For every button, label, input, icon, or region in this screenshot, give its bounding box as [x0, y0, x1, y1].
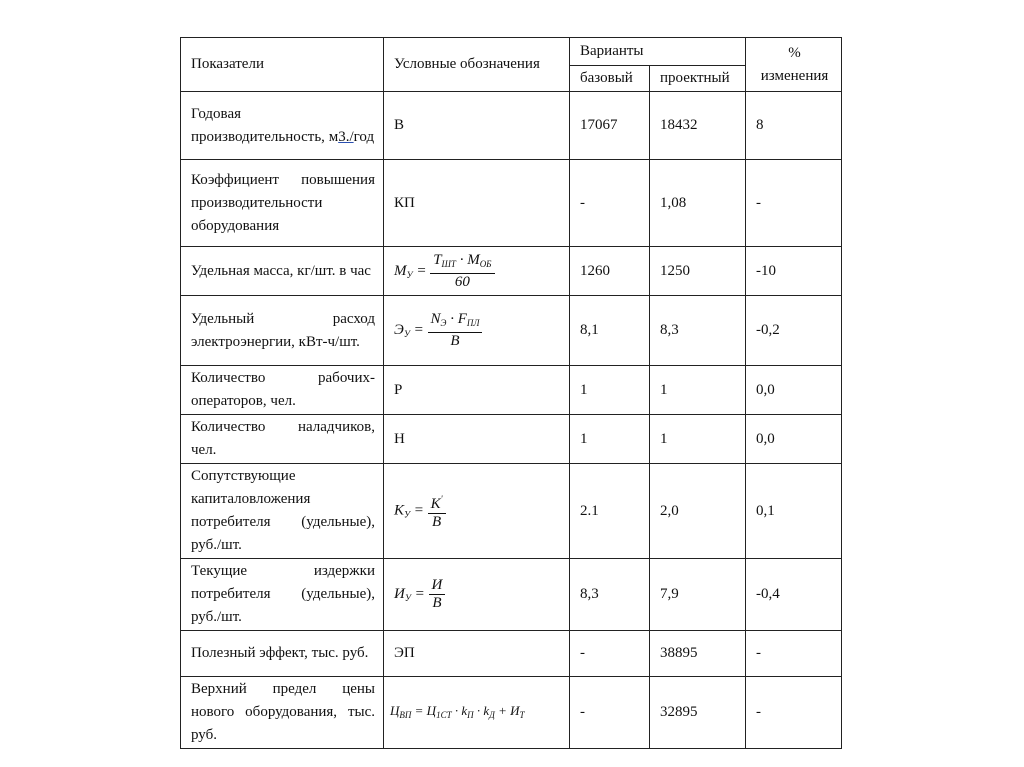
comparison-table — [180, 37, 842, 749]
formula-cell: $М_У$ = $\frac{Т_{ШТ} \cdot М_{ОБ}}{60}$ — [384, 247, 570, 296]
indicator-cell: Верхний предел цены нового оборудования, тыс. руб. — [181, 677, 384, 749]
base-value: 1 — [570, 366, 650, 415]
base-value: 1260 — [570, 247, 650, 296]
indicator-cell: Сопутствующие капиталовложения потребителя (удельные), руб./шт. — [181, 464, 384, 559]
symbol-cell: КП — [384, 160, 570, 247]
formula-cell: $Ц_{ВП} = Ц_{1СТ} \cdot k_П \cdot k_Д + И_Т$ — [384, 677, 570, 749]
change-value: -10 — [746, 247, 842, 296]
project-value: 7,9 — [650, 559, 746, 631]
base-value: - — [570, 677, 650, 749]
indicator-unit: м3./год — [328, 128, 375, 145]
header-indicator: Показатели — [181, 38, 384, 92]
fraction: $\frac{И}{В}$ — [429, 577, 446, 612]
change-value: 8 — [746, 92, 842, 160]
table-row — [181, 559, 842, 631]
indicator-text: Годовая производительность, — [191, 105, 325, 145]
project-value: 1250 — [650, 247, 746, 296]
base-value: 8,3 — [570, 559, 650, 631]
formula-cell: $К_У$ = $\frac{К'}{В}$ — [384, 464, 570, 559]
symbol-cell: ЭП — [384, 631, 570, 677]
symbol-cell: В — [384, 92, 570, 160]
change-value: 0,0 — [746, 415, 842, 464]
table-row — [181, 677, 842, 749]
symbol-cell: Р — [384, 366, 570, 415]
change-value: -0,4 — [746, 559, 842, 631]
project-value: 1 — [650, 366, 746, 415]
header-row-1 — [181, 38, 842, 66]
fraction: $\frac{К'}{В}$ — [428, 491, 446, 531]
indicator-cell: Удельный расход электроэнергии, кВт-ч/шт. — [181, 296, 384, 366]
base-value: - — [570, 160, 650, 247]
change-value: - — [746, 160, 842, 247]
page-corner-mark — [228, 26, 258, 36]
project-value: 32895 — [650, 677, 746, 749]
header-base: базовый — [570, 66, 650, 92]
base-value: 17067 — [570, 92, 650, 160]
base-value: 2.1 — [570, 464, 650, 559]
table-row — [181, 464, 842, 559]
header-change-word: изменения — [760, 67, 829, 84]
fraction: $\frac{Т_{ШТ} \cdot М_{ОБ}}{60}$ — [430, 252, 494, 291]
change-value: - — [746, 677, 842, 749]
table-row — [181, 415, 842, 464]
indicator-cell: Удельная масса, кг/шт. в час — [181, 247, 384, 296]
project-value: 2,0 — [650, 464, 746, 559]
base-value: - — [570, 631, 650, 677]
symbol-cell: Н — [384, 415, 570, 464]
table-row — [181, 366, 842, 415]
formula-cell: $Э_У$ = $\frac{N_Э \cdot F_{ПЛ}}{В}$ — [384, 296, 570, 366]
table-row — [181, 296, 842, 366]
indicator-cell: Коэффициент повышения производительности оборудования — [181, 160, 384, 247]
project-value: 1 — [650, 415, 746, 464]
change-value: - — [746, 631, 842, 677]
indicator-cell: Количество рабочих-операторов, чел. — [181, 366, 384, 415]
header-change — [746, 38, 842, 92]
header-variants: Варианты — [570, 38, 746, 66]
header-project: проектный — [650, 66, 746, 92]
project-value: 8,3 — [650, 296, 746, 366]
indicator-cell: Текущие издержки потребителя (удельные), руб./шт. — [181, 559, 384, 631]
formula-cell: $И_У$ = $\frac{И}{В}$ — [384, 559, 570, 631]
base-value: 8,1 — [570, 296, 650, 366]
table-row — [181, 160, 842, 247]
indicator-cell — [181, 92, 384, 160]
change-value: -0,2 — [746, 296, 842, 366]
change-value: 0,0 — [746, 366, 842, 415]
base-value: 1 — [570, 415, 650, 464]
header-change-pct: % — [788, 44, 801, 61]
unit-link[interactable]: 3./ — [338, 128, 354, 145]
indicator-cell: Количество наладчиков, чел. — [181, 415, 384, 464]
change-value: 0,1 — [746, 464, 842, 559]
fraction: $\frac{N_Э \cdot F_{ПЛ}}{В}$ — [428, 311, 483, 350]
indicator-cell: Полезный эффект, тыс. руб. — [181, 631, 384, 677]
table-row — [181, 247, 842, 296]
header-symbol: Условные обозначения — [384, 38, 570, 92]
project-value: 1,08 — [650, 160, 746, 247]
project-value: 18432 — [650, 92, 746, 160]
project-value: 38895 — [650, 631, 746, 677]
table-row — [181, 92, 842, 160]
table-row — [181, 631, 842, 677]
